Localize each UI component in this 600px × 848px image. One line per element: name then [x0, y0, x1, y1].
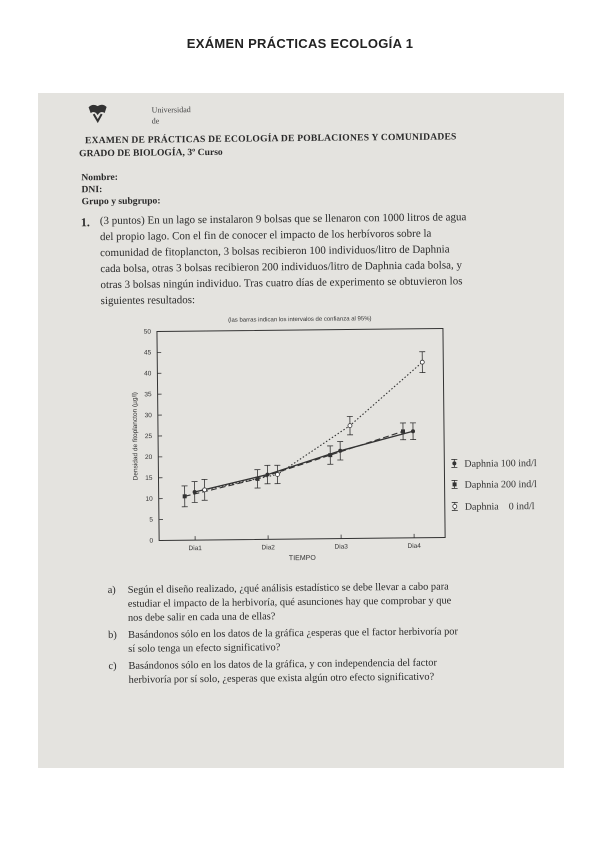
subquestion-c-line: Basándonos sólo en los datos de la gráfica, y con independencia del factor — [128, 657, 437, 672]
data-point — [328, 453, 332, 457]
field-group: Grupo y subgrupo: — [81, 195, 161, 208]
page-title: EXÁMEN PRÁCTICAS ECOLOGÍA 1 — [186, 36, 414, 51]
question-line: siguientes resultados: — [100, 294, 196, 308]
question-number: 1. — [80, 215, 90, 230]
university-line-2: de — [151, 116, 160, 126]
x-tick-label: Dia4 — [407, 542, 421, 550]
y-axis-label: Densidad de fitoplancton (µg/l) — [131, 392, 140, 481]
subquestion-b-line: sí solo tenga un efecto significativo? — [128, 642, 281, 655]
subquestion-a-line: Según el diseño realizado, ¿qué análisis estadístico se debe llevar a cabo para — [127, 581, 449, 596]
data-point — [183, 494, 187, 498]
legend-label: Daphnia 100 ind/l — [464, 458, 537, 470]
question-line: del propio lago. Con el fin de conocer el impacto de los herbívoros sobre la — [99, 227, 432, 244]
y-tick-label: 25 — [144, 433, 153, 441]
legend-label: Daphnia 0 ind/l — [464, 501, 535, 513]
university-crest-icon — [87, 101, 109, 123]
x-axis-label: TIEMPO — [288, 554, 316, 563]
question-line: comunidad de fitoplancton, 3 bolsas recibieron 100 individuos/litro de Daphnia — [100, 243, 450, 260]
legend-marker — [453, 482, 457, 486]
y-tick-label: 0 — [149, 537, 154, 545]
university-line-1: Universidad — [151, 105, 191, 115]
degree-line: GRADO DE BIOLOGÍA, 3º Curso — [79, 146, 223, 160]
subquestion-label-c: c) — [108, 660, 117, 673]
series-line — [194, 431, 414, 492]
series-line — [203, 362, 423, 490]
subquestion-label-b: b) — [108, 629, 117, 642]
subquestion-a-line: estudiar el impacto de la herbivoría, qué asunciones hay que comprobar y que — [127, 595, 452, 610]
question-line: (3 puntos) En un lago se instalaron 9 bolsas que se llenaron con 1000 litros de agua — [99, 211, 467, 228]
question-line: otras 3 bolsas ningún individuo. Tras cuatro días de experimento se obtuvieron los — [100, 275, 463, 292]
x-tick-label: Dia2 — [261, 544, 275, 552]
subquestion-b-line: Basándonos sólo en los datos de la gráfica ¿esperas que el factor herbivoría por — [128, 626, 458, 641]
exam-photo — [38, 93, 564, 768]
y-tick-label: 20 — [145, 453, 153, 462]
legend-label: Daphnia 200 ind/l — [464, 479, 537, 491]
x-tick-label: Dia3 — [334, 543, 348, 551]
field-dni: DNI: — [81, 184, 103, 196]
y-tick-label: 15 — [145, 474, 153, 482]
legend-marker — [452, 461, 456, 465]
field-name: Nombre: — [81, 171, 118, 184]
subquestion-label-a: a) — [107, 584, 116, 597]
y-tick-label: 45 — [143, 349, 152, 357]
results-chart — [127, 300, 564, 570]
x-tick-label: Dia1 — [188, 545, 202, 553]
legend-marker — [453, 504, 457, 508]
data-point — [203, 488, 207, 492]
data-point — [275, 472, 279, 476]
question-line: cada bolsa, otras 3 bolsas recibieron 200 individuos/litro de Daphnia cada bolsa, y — [100, 259, 463, 276]
y-tick-label: 30 — [144, 412, 152, 420]
y-tick-label: 10 — [145, 495, 153, 503]
subquestion-c-line: herbivoría por sí solo, ¿esperas que exista algún otro efecto significativo? — [128, 671, 435, 686]
y-tick-label: 35 — [144, 391, 152, 399]
data-point — [401, 429, 405, 433]
exam-paper — [38, 93, 564, 768]
university-name — [152, 104, 191, 126]
subquestion-a-line: nos debe salir en cada una de ellas? — [127, 611, 276, 624]
exam-heading: EXAMEN DE PRÁCTICAS DE ECOLOGÍA DE POBLACIONES Y COMUNIDADES — [84, 131, 457, 147]
y-tick-label: 40 — [144, 370, 152, 378]
y-tick-label: 50 — [143, 328, 151, 336]
y-tick-label: 5 — [149, 516, 153, 524]
data-point — [411, 429, 415, 433]
data-point — [348, 424, 352, 428]
data-point — [420, 360, 424, 364]
chart-title: (las barras indican los intervalos de confianza al 95%) — [228, 316, 372, 324]
